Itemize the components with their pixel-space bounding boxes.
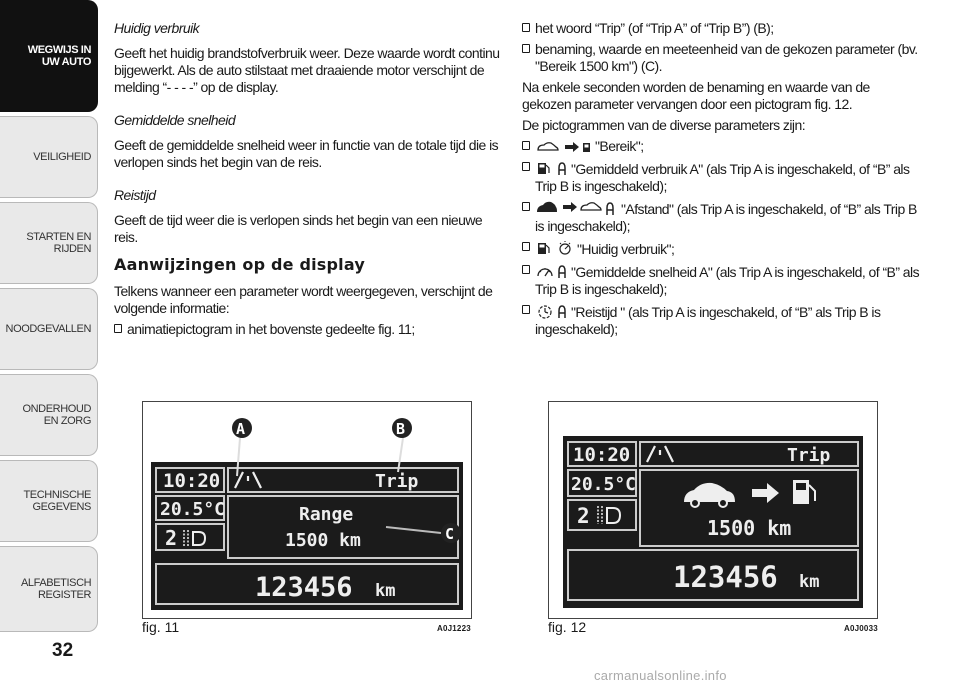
- figure-11-code: A0J1223: [437, 624, 471, 633]
- bullet-box-icon: [522, 202, 530, 211]
- tab-onderhoud[interactable]: ONDERHOUD EN ZORG: [0, 374, 98, 456]
- tab-technische[interactable]: TECHNISCHE GEGEVENS: [0, 460, 98, 542]
- bullet-box-icon: [522, 162, 530, 171]
- current-consumption-icon: [535, 239, 575, 257]
- list-item-range: "Bereik";: [522, 138, 922, 155]
- figure-12-code: A0J0033: [844, 624, 878, 633]
- paragraph: Telkens wanneer een parameter wordt weergegeven, verschijnt de volgende informatie:: [114, 283, 493, 316]
- tab-starten[interactable]: STARTEN EN RIJDEN: [0, 202, 98, 284]
- callout-b: B: [396, 420, 406, 438]
- list-item: het woord “Trip” (of “Trip A” of “Trip B”) (B);: [522, 20, 922, 37]
- bullet-box-icon: [522, 305, 530, 314]
- paragraph: Geeft de tijd weer die is verlopen sinds het begin van een nieuwe reis.: [114, 212, 483, 245]
- bullet-box-icon: [522, 44, 530, 53]
- watermark-footer: carmanualsonline.info: [594, 668, 727, 683]
- chapter-tabs: [0, 0, 100, 640]
- list-item: animatiepictogram in het bovenste gedeelte fig. 11;: [114, 321, 504, 338]
- parameter-name: Range: [299, 504, 354, 525]
- display-illustration-fig12: [549, 402, 877, 618]
- distance-icon: [535, 199, 619, 217]
- odometer-unit: km: [799, 572, 820, 592]
- list-item-current-consumption: "Huidig verbruik";: [522, 239, 922, 258]
- temperature-text: 20.5°C: [160, 499, 226, 520]
- bullet-box-icon: [522, 23, 530, 32]
- page-number: 32: [52, 640, 74, 661]
- avg-consumption-icon: [535, 159, 569, 177]
- subheading-average-speed: Gemiddelde snelheid: [114, 112, 236, 128]
- paragraph: Na enkele seconden worden de benaming en waarde van de gekozen parameter vervangen door een pictogram fig. 12.: [522, 79, 870, 112]
- list-item-avg-consumption: "Gemiddeld verbruik A" (als Trip A is ingeschakeld, of “B” als Trip B is ingeschakeld);: [522, 159, 922, 195]
- figure-11: [142, 401, 472, 619]
- trip-label: Trip: [375, 471, 419, 492]
- temperature-text: 20.5°C: [571, 474, 637, 495]
- bullet-box-icon: [522, 242, 530, 251]
- tab-veiligheid[interactable]: VEILIGHEID: [0, 116, 98, 198]
- avg-speed-icon: [535, 262, 569, 280]
- list-item-distance: "Afstand" (als Trip A is ingeschakeld, of “B” als Trip B is ingeschakeld);: [522, 199, 922, 235]
- bullet-box-icon: [114, 324, 122, 333]
- paragraph: Geeft het huidig brandstofverbruik weer. Deze waarde wordt continu bijgewerkt. Als de auto stilstaat met draaiende motor verschijnt de melding “- - - -” op de display.: [114, 45, 500, 95]
- callout-a: A: [236, 420, 246, 438]
- clock-text: 10:20: [163, 470, 221, 492]
- gear-text: 2: [165, 526, 178, 550]
- figure-12-caption: fig. 12: [548, 619, 587, 635]
- travel-time-icon: [535, 302, 569, 320]
- parameter-value: 1500 km: [285, 530, 361, 551]
- tab-wegwijs[interactable]: WEGWIJS IN UW AUTO: [0, 0, 98, 112]
- text-column-right: [522, 20, 922, 342]
- clock-text: 10:20: [573, 444, 631, 466]
- subheading-travel-time: Reistijd: [114, 187, 156, 203]
- odometer-unit: km: [375, 581, 396, 601]
- figure-12: [548, 401, 878, 619]
- bullet-box-icon: [522, 265, 530, 274]
- figure-11-caption: fig. 11: [142, 619, 180, 635]
- text-column-left: [114, 20, 504, 342]
- list-item-avg-speed: "Gemiddelde snelheid A" (als Trip A is ingeschakeld, of “B” als Trip B is ingeschakeld);: [522, 262, 922, 298]
- range-icon: [535, 140, 593, 154]
- tab-register[interactable]: ALFABETISCH REGISTER: [0, 546, 98, 632]
- bullet-box-icon: [522, 141, 530, 150]
- gear-text: 2: [577, 504, 590, 528]
- odometer-value: 123456: [255, 572, 353, 603]
- subheading-current-consumption: Huidig verbruik: [114, 20, 200, 36]
- list-item: benaming, waarde en meeteenheid van de gekozen parameter (bv. "Bereik 1500 km") (C).: [522, 41, 922, 75]
- callout-c: C: [445, 525, 455, 543]
- odometer-value: 123456: [673, 560, 778, 594]
- parameter-value: 1500 km: [707, 516, 792, 540]
- tab-noodgevallen[interactable]: NOODGEVALLEN: [0, 288, 98, 370]
- section-heading: Aanwijzingen op de display: [114, 255, 365, 274]
- trip-label: Trip: [787, 445, 831, 466]
- list-item-travel-time: "Reistijd " (als Trip A is ingeschakeld, of “B” als Trip B is ingeschakeld);: [522, 302, 922, 338]
- paragraph: De pictogrammen van de diverse parameters zijn:: [522, 117, 806, 133]
- paragraph: Geeft de gemiddelde snelheid weer in functie van de totale tijd die is verlopen sinds het begin van de reis.: [114, 137, 499, 170]
- display-illustration-fig11: [143, 402, 471, 618]
